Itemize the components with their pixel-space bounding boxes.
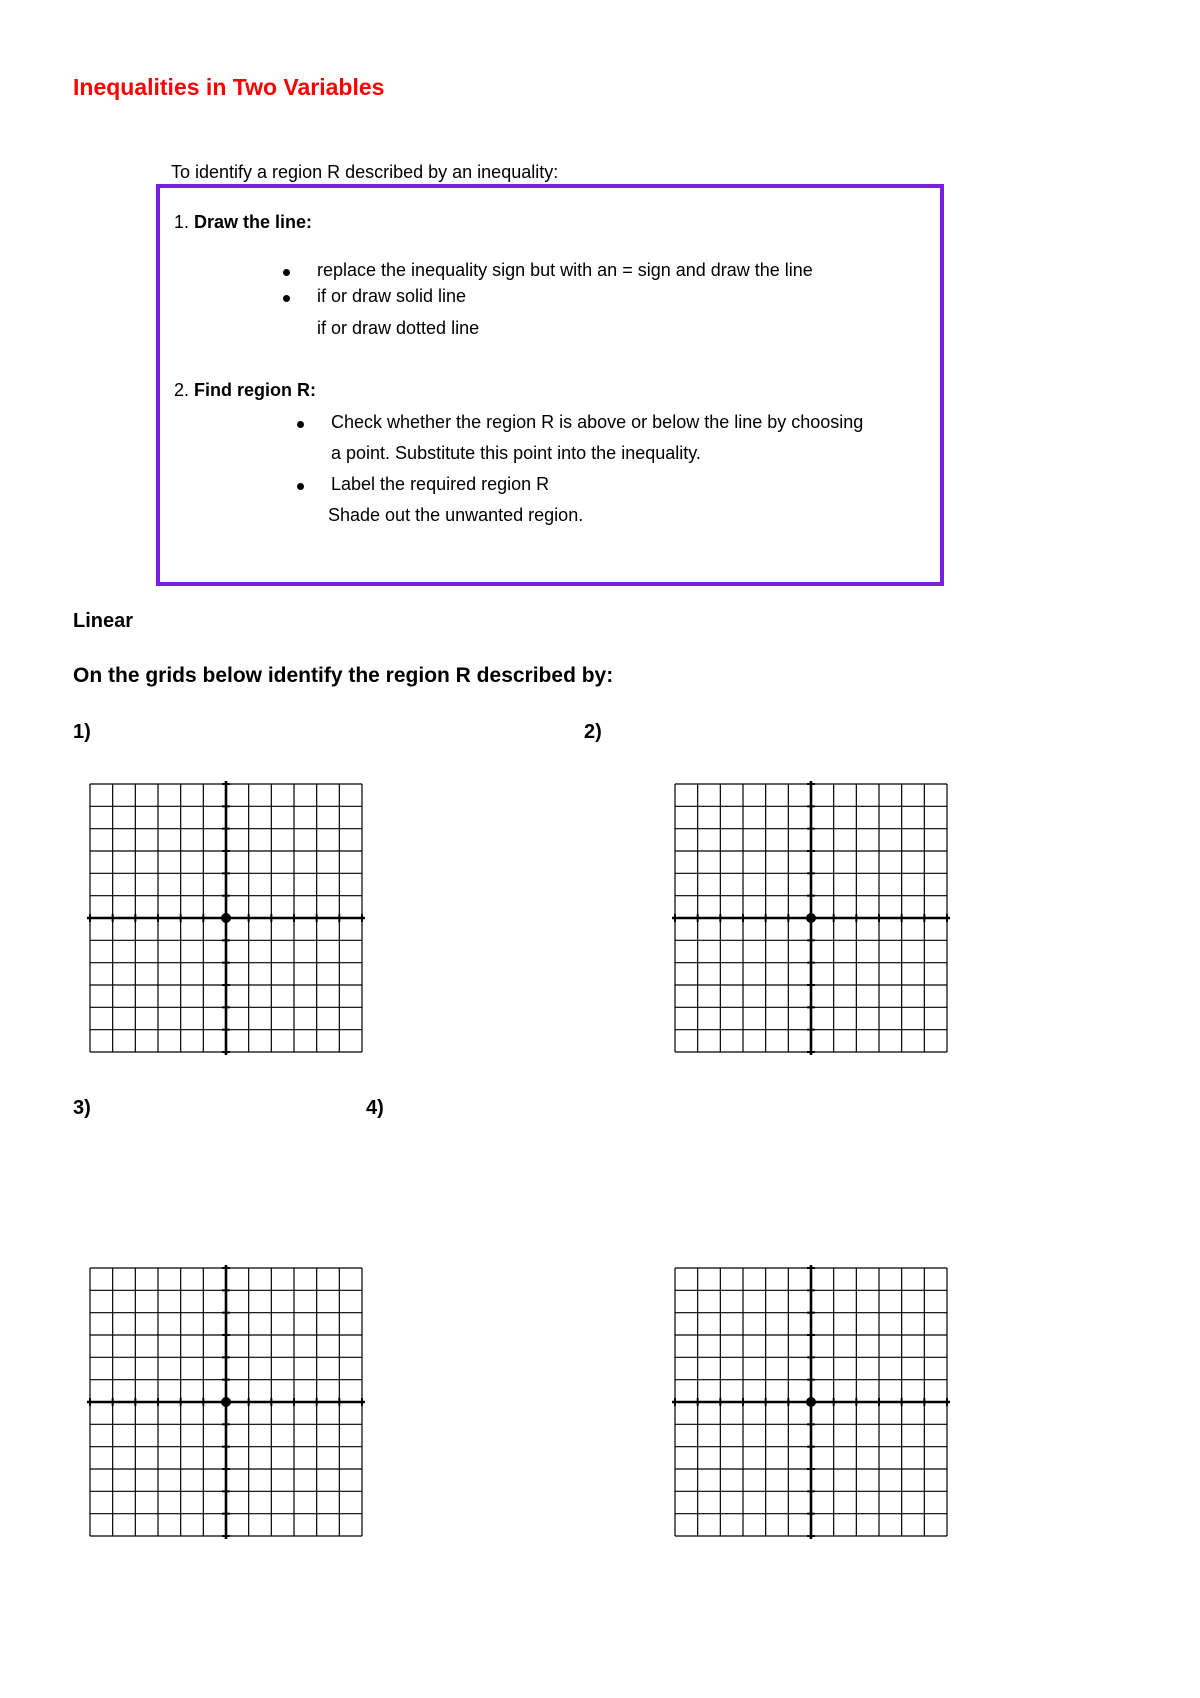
step-2-heading: Find region R:: [194, 380, 317, 400]
question-2-label: 2): [584, 721, 602, 743]
intro-text: To identify a region R described by an inequality:: [171, 162, 559, 182]
step-1-heading: Draw the line:: [194, 212, 313, 232]
bullet-icon: [283, 295, 290, 302]
coordinate-grid-2[interactable]: [675, 784, 947, 1052]
step-1: [174, 212, 312, 233]
origin-point: [806, 913, 816, 923]
coordinate-grid-4[interactable]: [675, 1268, 947, 1536]
step-2-bullet-1-wrap: a point. Substitute this point into the inequality.: [331, 443, 701, 463]
origin-point: [221, 1397, 231, 1407]
step-2-bullet-2: Label the required region R: [331, 474, 550, 494]
coordinate-grid-1[interactable]: [90, 784, 362, 1052]
step-2-bullet-1: Check whether the region R is above or below the line by choosing: [331, 412, 864, 432]
step-1-continuation: if or draw dotted line: [317, 318, 480, 338]
step-2-continuation: Shade out the unwanted region.: [328, 505, 584, 525]
section-heading: Linear: [73, 610, 134, 632]
instruction-text: On the grids below identify the region R described by:: [73, 664, 614, 687]
step-1-bullet-1: replace the inequality sign but with an = sign and draw the line: [317, 260, 813, 280]
bullet-icon: [297, 483, 304, 490]
instructions-box: [156, 184, 944, 586]
step-1-number: 1.: [174, 212, 190, 232]
step-2: [174, 380, 316, 401]
origin-point: [221, 913, 231, 923]
step-2-number: 2.: [174, 380, 190, 400]
coordinate-grid-3[interactable]: [90, 1268, 362, 1536]
bullet-icon: [297, 421, 304, 428]
question-1-label: 1): [73, 721, 91, 743]
page-title: Inequalities in Two Variables: [73, 74, 385, 100]
question-3-label: 3): [73, 1097, 91, 1119]
bullet-icon: [283, 269, 290, 276]
step-1-bullet-2: if or draw solid line: [317, 286, 467, 306]
origin-point: [806, 1397, 816, 1407]
question-4-label: 4): [366, 1097, 384, 1119]
